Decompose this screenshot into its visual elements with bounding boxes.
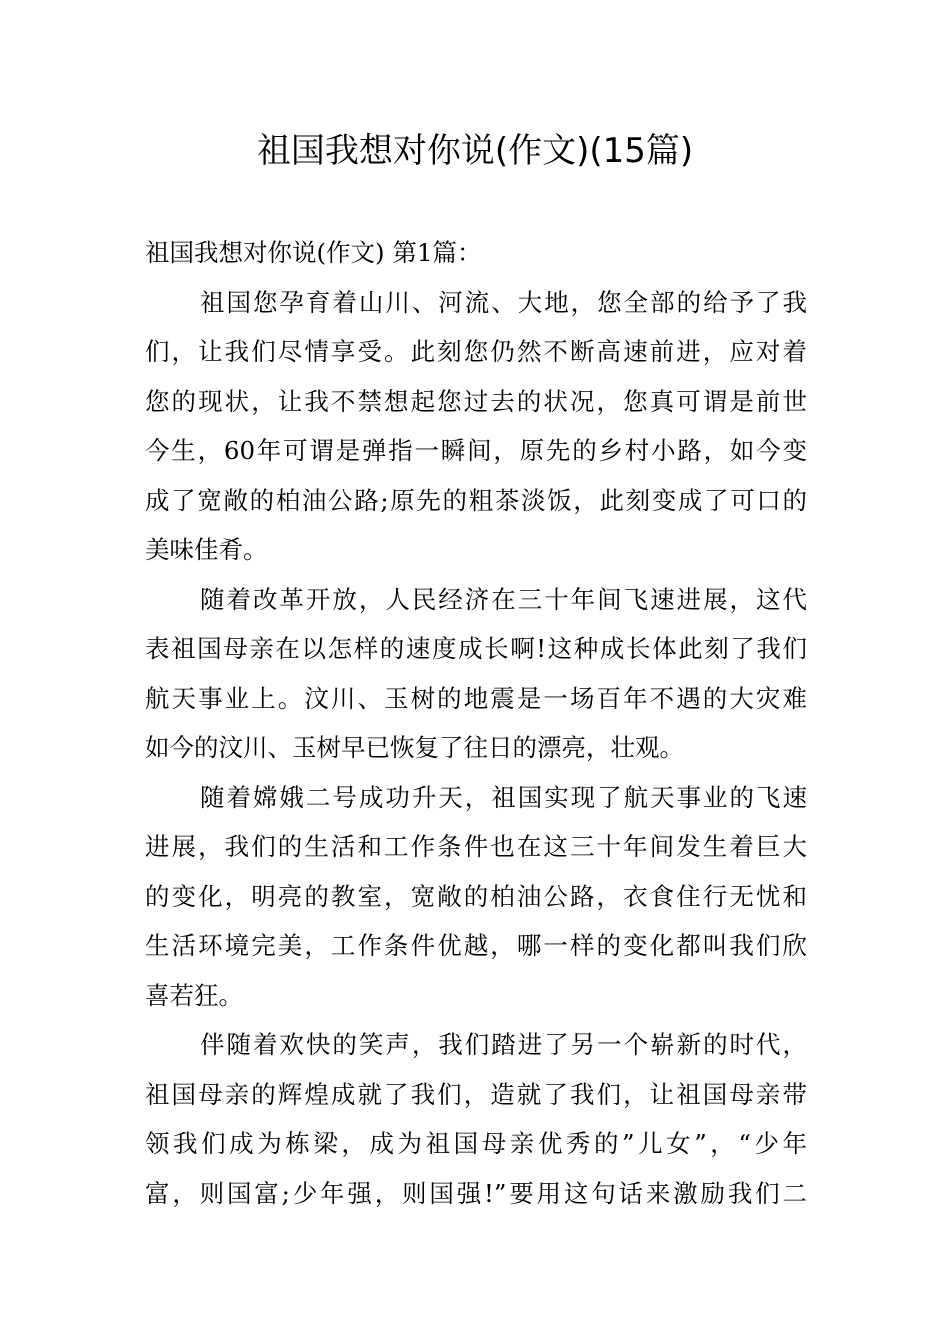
text-line: 富，则国富;少年强，则国强!”要用这句话来激励我们二 <box>145 1178 807 1208</box>
text-line: 祖国母亲的辉煌成就了我们，造就了我们，让祖国母亲带 <box>145 1079 807 1109</box>
text-line: 生活环境完美，工作条件优越，哪一样的变化都叫我们欣 <box>145 931 807 960</box>
text-line: 您的现状，让我不禁想起您过去的状况，您真可谓是前世 <box>145 386 807 416</box>
text-line: 喜若狂。 <box>145 980 243 1010</box>
text-line: 随着改革开放，人民经济在三十年间飞速进展，这代 <box>200 584 807 614</box>
paragraph-1 <box>145 278 807 575</box>
document-body <box>145 228 807 1218</box>
paragraph-3 <box>145 773 807 1021</box>
text-line: 随着嫦娥二号成功升天，祖国实现了航天事业的飞速 <box>200 782 807 812</box>
text-line: 美味佳肴。 <box>145 535 268 564</box>
text-line: 表祖国母亲在以怎样的速度成长啊!这种成长体此刻了我们 <box>145 634 807 663</box>
text-line: 们，让我们尽情享受。此刻您仍然不断高速前进，应对着 <box>145 337 807 366</box>
text-line: 祖国您孕育着山川、河流、大地，您全部的给予了我 <box>200 287 807 317</box>
text-line: 的变化，明亮的教室，宽敞的柏油公路，衣食住行无忧和 <box>145 881 807 911</box>
section-heading: 祖国我想对你说(作文) 第1篇： <box>145 238 482 267</box>
text-line: 如今的汶川、玉树早已恢复了往日的漂亮，壮观。 <box>145 733 684 762</box>
text-line: 伴随着欢快的笑声，我们踏进了另一个崭新的时代， <box>200 1030 807 1059</box>
paragraph-2 <box>145 575 807 773</box>
text-line: 航天事业上。汶川、玉树的地震是一场百年不遇的大灾难 <box>145 683 807 713</box>
document-title: 祖国我想对你说(作文)(15篇) <box>256 131 694 171</box>
text-line: 今生，60年可谓是弹指一瞬间，原先的乡村小路，如今变 <box>145 436 807 465</box>
text-line: 进展，我们的生活和工作条件也在这三十年间发生着巨大 <box>145 832 807 861</box>
text-line: 成了宽敞的柏油公路;原先的粗茶淡饭，此刻变成了可口的 <box>145 485 807 515</box>
paragraph-4 <box>145 1020 807 1218</box>
text-line: 领我们成为栋梁，成为祖国母亲优秀的”儿女”，“少年 <box>145 1129 807 1158</box>
